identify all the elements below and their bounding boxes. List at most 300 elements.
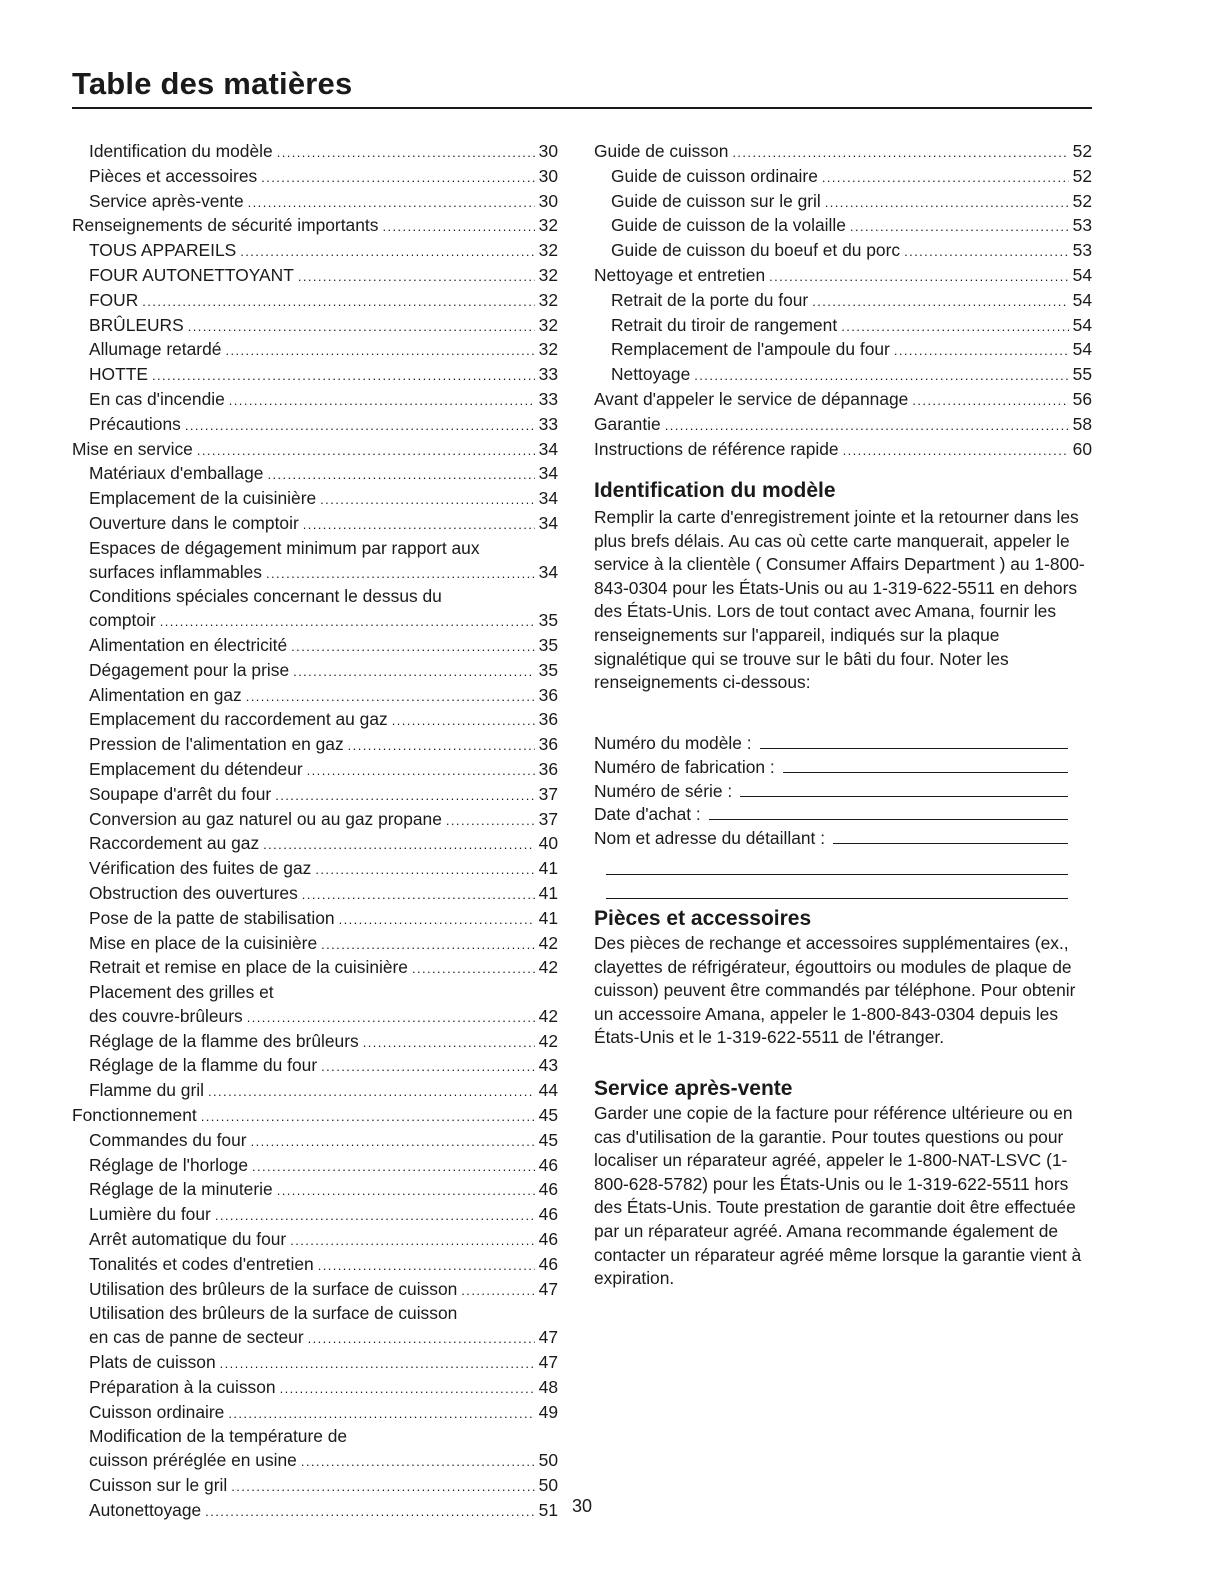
toc-entry-line bbox=[89, 832, 558, 857]
toc-page-number: 50 bbox=[538, 1475, 558, 1496]
toc-dot-leader bbox=[267, 463, 534, 487]
toc-entry[interactable] bbox=[594, 165, 1092, 190]
toc-entry-label: BRÛLEURS bbox=[89, 314, 184, 335]
toc-entry[interactable] bbox=[72, 932, 558, 957]
toc-entry[interactable] bbox=[594, 289, 1092, 314]
toc-entry-label-line1: Conditions spéciales concernant le dessus du bbox=[89, 586, 442, 607]
toc-entry[interactable] bbox=[72, 1129, 558, 1154]
toc-dot-leader bbox=[229, 389, 535, 413]
toc-entry[interactable] bbox=[72, 1228, 558, 1253]
toc-entry-label: HOTTE bbox=[89, 364, 148, 385]
toc-entry-label: Retrait et remise en place de la cuisinière bbox=[89, 957, 408, 978]
toc-entry-label: Autonettoyage bbox=[89, 1499, 202, 1520]
toc-page-number: 54 bbox=[1072, 289, 1092, 310]
toc-entry-line bbox=[72, 214, 558, 239]
toc-dot-leader bbox=[301, 1450, 535, 1474]
toc-dot-leader bbox=[280, 1377, 535, 1401]
field-serial-number[interactable] bbox=[594, 780, 1068, 804]
field-blank bbox=[833, 827, 1068, 844]
toc-entry-line bbox=[89, 708, 558, 733]
toc-entry[interactable] bbox=[72, 438, 558, 463]
toc-entry-label: FOUR AUTONETTOYANT bbox=[89, 264, 294, 285]
toc-entry[interactable] bbox=[72, 857, 558, 882]
toc-entry-line bbox=[89, 487, 558, 512]
toc-page-number: 41 bbox=[538, 882, 558, 903]
toc-entry-label: Pose de la patte de stabilisation bbox=[89, 907, 335, 928]
toc-entry-line bbox=[89, 140, 558, 165]
toc-dot-leader bbox=[160, 610, 535, 634]
toc-page-number: 56 bbox=[1072, 388, 1092, 409]
page-number: 30 bbox=[571, 1496, 593, 1516]
field-label: Numéro du modèle : bbox=[594, 733, 752, 753]
toc-dot-leader bbox=[142, 290, 534, 314]
toc-entry[interactable] bbox=[594, 239, 1092, 264]
toc-page-number: 47 bbox=[538, 1352, 558, 1373]
toc-entry-line bbox=[89, 165, 558, 190]
toc-dot-leader bbox=[822, 166, 1069, 190]
toc-entry-label: Nettoyage bbox=[611, 364, 691, 385]
toc-entry-line bbox=[89, 561, 558, 586]
toc-entry[interactable] bbox=[72, 1302, 558, 1351]
toc-entry-label: Emplacement du détendeur bbox=[89, 758, 303, 779]
toc-entry-line bbox=[89, 857, 558, 882]
toc-entry[interactable] bbox=[72, 537, 558, 586]
toc-entry-line bbox=[89, 314, 558, 339]
page-title: Table des matières bbox=[72, 66, 353, 101]
toc-entry-label: Nettoyage et entretien bbox=[594, 264, 766, 285]
toc-entry-label: Emplacement du raccordement au gaz bbox=[89, 709, 388, 730]
parts-heading: Pièces et accessoires bbox=[594, 907, 812, 930]
toc-dot-leader bbox=[912, 389, 1068, 413]
toc-entry[interactable] bbox=[72, 758, 558, 783]
toc-entry-label: Alimentation en électricité bbox=[89, 634, 288, 655]
field-blank bbox=[740, 780, 1068, 797]
toc-entry-label: des couvre-brûleurs bbox=[89, 1005, 243, 1026]
toc-page-number: 53 bbox=[1072, 215, 1092, 236]
toc-page-number: 36 bbox=[538, 734, 558, 755]
toc-entry[interactable] bbox=[72, 1351, 558, 1376]
dealer-address-line[interactable] bbox=[606, 851, 1068, 875]
toc-entry-label: Commandes du four bbox=[89, 1129, 247, 1150]
toc-page-number: 43 bbox=[538, 1055, 558, 1076]
dealer-address-line[interactable] bbox=[606, 875, 1068, 899]
toc-entry-label: Cuisson sur le gril bbox=[89, 1475, 228, 1496]
toc-entry-label: Guide de cuisson ordinaire bbox=[611, 165, 818, 186]
toc-entry-label: Cuisson ordinaire bbox=[89, 1401, 225, 1422]
toc-page-number: 32 bbox=[538, 264, 558, 285]
toc-entry[interactable] bbox=[72, 1278, 558, 1303]
toc-dot-leader bbox=[732, 141, 1068, 165]
toc-entry-line bbox=[89, 1401, 558, 1426]
toc-entry-line bbox=[89, 1154, 558, 1179]
toc-entry-label: TOUS APPAREILS bbox=[89, 240, 237, 261]
toc-entry-label: Plats de cuisson bbox=[89, 1352, 216, 1373]
toc-page-number: 37 bbox=[538, 783, 558, 804]
toc-entry-line bbox=[89, 1253, 558, 1278]
toc-entry[interactable] bbox=[72, 1376, 558, 1401]
toc-page-number: 32 bbox=[538, 289, 558, 310]
toc-entry[interactable] bbox=[72, 1401, 558, 1426]
toc-dot-leader bbox=[308, 1327, 535, 1351]
toc-dot-leader bbox=[261, 166, 534, 190]
toc-page-number: 52 bbox=[1072, 190, 1092, 211]
toc-dot-leader bbox=[894, 339, 1069, 363]
toc-page-number: 32 bbox=[538, 314, 558, 335]
toc-entry[interactable] bbox=[72, 1203, 558, 1228]
toc-entry[interactable] bbox=[72, 808, 558, 833]
toc-page-number: 40 bbox=[538, 833, 558, 854]
toc-dot-leader bbox=[348, 734, 535, 758]
toc-page-number: 30 bbox=[538, 190, 558, 211]
parts-body: Des pièces de rechange et accessoires supplémentaires (ex., clayettes de réfrigérateur, égouttoirs ou modules de plaque de cuisson) peuvent être commandés par téléphone. Pour obtenir un accessoire Amana, appeler le 1-800-843-0304 depuis les États-Unis et le 1-319-622-5511 de l'étranger. bbox=[594, 933, 1076, 1048]
toc-entry-line bbox=[594, 413, 1092, 438]
toc-left-column bbox=[72, 140, 558, 1524]
toc-entry[interactable] bbox=[594, 338, 1092, 363]
toc-page-number: 35 bbox=[538, 634, 558, 655]
toc-entry[interactable] bbox=[72, 314, 558, 339]
toc-entry[interactable] bbox=[72, 239, 558, 264]
toc-entry-label: FOUR bbox=[89, 289, 139, 310]
toc-entry-line bbox=[89, 289, 558, 314]
field-label: Numéro de fabrication : bbox=[594, 756, 775, 777]
toc-entry-line bbox=[611, 165, 1092, 190]
toc-page-number: 37 bbox=[538, 808, 558, 829]
toc-entry-line bbox=[594, 388, 1092, 413]
toc-dot-leader bbox=[228, 1402, 534, 1426]
toc-page-number: 58 bbox=[1072, 413, 1092, 434]
toc-entry-label: Réglage de la minuterie bbox=[89, 1179, 273, 1200]
toc-page-number: 41 bbox=[538, 858, 558, 879]
toc-dot-leader bbox=[446, 809, 535, 833]
service-heading: Service après-vente bbox=[594, 1077, 793, 1100]
toc-entry[interactable] bbox=[72, 214, 558, 239]
toc-page-number: 46 bbox=[538, 1229, 558, 1250]
toc-entry-line bbox=[594, 264, 1092, 289]
toc-entry-line bbox=[611, 190, 1092, 215]
toc-page-number: 33 bbox=[538, 413, 558, 434]
toc-dot-leader bbox=[293, 660, 535, 684]
toc-entry-label: Garantie bbox=[594, 413, 661, 434]
toc-entry[interactable] bbox=[72, 1104, 558, 1129]
toc-entry-line bbox=[89, 363, 558, 388]
toc-entry-line bbox=[89, 733, 558, 758]
toc-entry-line bbox=[611, 214, 1092, 239]
toc-entry-line bbox=[89, 1054, 558, 1079]
toc-dot-leader bbox=[291, 635, 534, 659]
toc-entry-label-line1: Placement des grilles et bbox=[89, 982, 274, 1003]
toc-entry[interactable] bbox=[72, 487, 558, 512]
toc-entry-line bbox=[89, 1278, 558, 1303]
toc-dot-leader bbox=[290, 1229, 534, 1253]
toc-entry-line bbox=[89, 1449, 558, 1474]
toc-entry-label: Identification du modèle bbox=[89, 141, 273, 161]
toc-entry-label: Avant d'appeler le service de dépannage bbox=[594, 388, 909, 409]
field-model-number[interactable] bbox=[594, 732, 1068, 756]
toc-entry[interactable] bbox=[72, 1154, 558, 1179]
toc-entry-label: Dégagement pour la prise bbox=[89, 659, 290, 680]
toc-dot-leader bbox=[303, 513, 535, 537]
toc-entry[interactable] bbox=[72, 684, 558, 709]
toc-page-number: 49 bbox=[538, 1401, 558, 1422]
toc-entry-line bbox=[89, 190, 558, 215]
toc-entry-line bbox=[89, 659, 558, 684]
toc-dot-leader bbox=[665, 414, 1069, 438]
toc-page-number: 52 bbox=[1072, 165, 1092, 186]
toc-dot-leader bbox=[197, 439, 535, 463]
toc-entry-line bbox=[611, 363, 1092, 388]
toc-entry-label: en cas de panne de secteur bbox=[89, 1327, 304, 1348]
toc-entry-line bbox=[594, 140, 1092, 165]
toc-entry[interactable] bbox=[72, 1253, 558, 1278]
toc-entry[interactable] bbox=[72, 190, 558, 215]
toc-entry[interactable] bbox=[594, 264, 1092, 289]
toc-page-number: 42 bbox=[538, 957, 558, 978]
toc-entry-line bbox=[89, 932, 558, 957]
toc-entry[interactable] bbox=[72, 882, 558, 907]
toc-entry-label: Pression de l'alimentation en gaz bbox=[89, 734, 344, 755]
toc-entry-label: comptoir bbox=[89, 610, 156, 631]
toc-dot-leader bbox=[694, 364, 1068, 388]
toc-entry-line bbox=[89, 609, 558, 634]
toc-entry[interactable] bbox=[72, 1178, 558, 1203]
toc-entry-label: Réglage de l'horloge bbox=[89, 1154, 248, 1175]
toc-dot-leader bbox=[248, 191, 535, 215]
toc-entry-label: Ouverture dans le comptoir bbox=[89, 512, 299, 533]
toc-entry-label-line1: Utilisation des brûleurs de la surface de cuisson bbox=[89, 1303, 458, 1324]
toc-entry[interactable] bbox=[594, 363, 1092, 388]
field-blank bbox=[709, 803, 1068, 820]
toc-dot-leader bbox=[201, 1105, 535, 1129]
toc-entry-line bbox=[89, 413, 558, 438]
toc-entry[interactable] bbox=[72, 585, 558, 634]
toc-entry[interactable] bbox=[72, 462, 558, 487]
toc-entry-label: Raccordement au gaz bbox=[89, 833, 260, 854]
toc-page-number: 44 bbox=[538, 1080, 558, 1101]
toc-entry[interactable] bbox=[594, 388, 1092, 413]
toc-dot-leader bbox=[185, 414, 535, 438]
toc-entry-label: Remplacement de l'ampoule du four bbox=[611, 339, 890, 360]
toc-page-number: 32 bbox=[538, 215, 558, 236]
toc-page-number: 54 bbox=[1072, 339, 1092, 360]
toc-entry[interactable] bbox=[72, 1425, 558, 1474]
toc-dot-leader bbox=[843, 439, 1069, 463]
toc-entry[interactable] bbox=[72, 1030, 558, 1055]
toc-entry[interactable] bbox=[72, 708, 558, 733]
toc-entry-line bbox=[72, 438, 558, 463]
toc-dot-leader bbox=[321, 1055, 535, 1079]
toc-dot-leader bbox=[769, 265, 1069, 289]
toc-entry-label: En cas d'incendie bbox=[89, 388, 225, 409]
toc-entry-line bbox=[72, 1104, 558, 1129]
toc-entry-line bbox=[594, 438, 1092, 463]
toc-page-number: 34 bbox=[538, 438, 558, 459]
toc-page-number: 51 bbox=[538, 1499, 558, 1520]
toc-dot-leader bbox=[220, 1352, 535, 1376]
toc-entry[interactable] bbox=[72, 264, 558, 289]
toc-entry-label: Guide de cuisson de la volaille bbox=[611, 215, 846, 236]
toc-entry-label: Obstruction des ouvertures bbox=[89, 882, 298, 903]
toc-dot-leader bbox=[152, 364, 535, 388]
toc-entry-label: Mise en place de la cuisinière bbox=[89, 932, 318, 953]
toc-page-number: 42 bbox=[538, 1005, 558, 1026]
toc-entry-label: surfaces inflammables bbox=[89, 561, 263, 582]
toc-entry-label: Vérification des fuites de gaz bbox=[89, 858, 312, 879]
toc-entry-label: Retrait du tiroir de rangement bbox=[611, 314, 838, 335]
toc-page-number: 53 bbox=[1072, 240, 1092, 261]
toc-entry[interactable] bbox=[72, 783, 558, 808]
toc-page-number: 46 bbox=[538, 1154, 558, 1175]
toc-page-number: 34 bbox=[538, 463, 558, 484]
toc-page-number: 45 bbox=[538, 1129, 558, 1150]
toc-entry[interactable] bbox=[72, 659, 558, 684]
field-dealer-name-address[interactable] bbox=[594, 827, 1068, 851]
toc-page-number: 35 bbox=[538, 610, 558, 631]
toc-entry[interactable] bbox=[72, 733, 558, 758]
toc-dot-leader bbox=[215, 1204, 535, 1228]
toc-entry-line bbox=[89, 1326, 558, 1351]
toc-page-number: 34 bbox=[538, 512, 558, 533]
toc-entry[interactable] bbox=[72, 1054, 558, 1079]
toc-entry-label: Pièces et accessoires bbox=[89, 165, 258, 186]
toc-entry[interactable] bbox=[72, 363, 558, 388]
toc-entry[interactable] bbox=[594, 314, 1092, 339]
toc-entry-label: Service après-vente bbox=[89, 190, 244, 211]
toc-dot-leader bbox=[252, 1155, 535, 1179]
field-label: Date d'achat : bbox=[594, 804, 701, 825]
toc-entry[interactable] bbox=[72, 956, 558, 981]
toc-entry-label: Instructions de référence rapide bbox=[594, 438, 839, 459]
toc-entry-label: Guide de cuisson sur le gril bbox=[611, 190, 821, 211]
toc-entry-line bbox=[89, 338, 558, 363]
field-blank bbox=[760, 732, 1068, 749]
toc-dot-leader bbox=[251, 1130, 535, 1154]
toc-entry-label: Soupape d'arrêt du four bbox=[89, 783, 272, 804]
toc-dot-leader bbox=[315, 858, 534, 882]
toc-entry-label: Mise en service bbox=[72, 438, 193, 459]
toc-entry[interactable] bbox=[594, 438, 1092, 463]
toc-entry-line bbox=[89, 1203, 558, 1228]
model-heading: Identification du modèle bbox=[594, 479, 836, 502]
toc-entry[interactable] bbox=[72, 512, 558, 537]
toc-dot-leader bbox=[277, 1179, 535, 1203]
toc-entry-line bbox=[89, 634, 558, 659]
toc-dot-leader bbox=[412, 957, 535, 981]
toc-dot-leader bbox=[320, 488, 534, 512]
toc-entry[interactable] bbox=[72, 907, 558, 932]
toc-entry[interactable] bbox=[594, 140, 1092, 165]
toc-dot-leader bbox=[247, 1006, 535, 1030]
toc-entry[interactable] bbox=[594, 413, 1092, 438]
toc-entry-label: Fonctionnement bbox=[72, 1105, 197, 1126]
toc-entry-label: Alimentation en gaz bbox=[89, 684, 242, 705]
toc-entry[interactable] bbox=[594, 214, 1092, 239]
toc-page-number: 34 bbox=[538, 488, 558, 509]
toc-entry-line bbox=[89, 388, 558, 413]
toc-entry-line bbox=[89, 462, 558, 487]
toc-entry[interactable] bbox=[72, 140, 558, 165]
model-fields bbox=[594, 732, 1068, 899]
toc-entry-label-line1: Modification de la température de bbox=[89, 1426, 348, 1447]
field-label: Numéro de série : bbox=[594, 780, 733, 801]
field-blank bbox=[783, 756, 1068, 773]
toc-entry-line bbox=[89, 1376, 558, 1401]
toc-entry-label: Lumière du four bbox=[89, 1204, 211, 1225]
toc-page-number: 52 bbox=[1072, 141, 1092, 161]
toc-entry[interactable] bbox=[72, 634, 558, 659]
toc-dot-leader bbox=[188, 315, 535, 339]
toc-dot-leader bbox=[321, 933, 535, 957]
model-body: Remplir la carte d'enregistrement jointe et la retourner dans les plus brefs délais. Au cas où cette carte manquerait, appeler le service à la clientèle ( Consumer Affairs Department ) au 1-800-843-0304 pour les États-Unis ou au 1-319-622-5511 en dehors des États-Unis. Lors de tout contact avec Amana, fournir les renseignements sur l'appareil, indiqués sur la plaque signalétique qui se trouve sur le bâti du four. Noter les renseignements ci-dessous: bbox=[594, 507, 1085, 693]
toc-entry[interactable] bbox=[72, 289, 558, 314]
field-label: Nom et adresse du détaillant : bbox=[594, 828, 826, 849]
toc-dot-leader bbox=[825, 191, 1069, 215]
toc-entry[interactable] bbox=[72, 981, 558, 1030]
toc-entry[interactable] bbox=[72, 1079, 558, 1104]
toc-page-number: 33 bbox=[538, 364, 558, 385]
toc-entry[interactable] bbox=[72, 413, 558, 438]
toc-page-number: 45 bbox=[538, 1105, 558, 1126]
toc-dot-leader bbox=[812, 290, 1068, 314]
toc-page-number: 36 bbox=[538, 709, 558, 730]
toc-dot-leader bbox=[240, 240, 534, 264]
toc-entry-label: cuisson préréglée en usine bbox=[89, 1450, 297, 1471]
toc-entry-label: Réglage de la flamme du four bbox=[89, 1055, 318, 1076]
service-body: Garder une copie de la facture pour référence ultérieure ou en cas d'utilisation de la garantie. Pour toutes questions ou pour localiser un réparateur agréé, appeler le 1-800-NAT-LSVC (1-800-628-5782) pour les États-Unis ou le 1-319-622-5511 hors des États-Unis. Toute prestation de garantie doit être effectuée par un réparateur agréé. Amana recommande également de contacter un réparateur agréé même lorsque la garantie vient à expiration. bbox=[594, 1103, 1082, 1289]
toc-entry[interactable] bbox=[72, 832, 558, 857]
toc-dot-leader bbox=[841, 315, 1068, 339]
toc-page-number: 32 bbox=[538, 339, 558, 360]
toc-entry-label: Flamme du gril bbox=[89, 1080, 205, 1101]
toc-entry-line bbox=[89, 1005, 558, 1030]
toc-page-number: 47 bbox=[538, 1278, 558, 1299]
toc-entry-label: Réglage de la flamme des brûleurs bbox=[89, 1030, 359, 1051]
toc-dot-leader bbox=[225, 339, 534, 363]
toc-entry[interactable] bbox=[72, 388, 558, 413]
toc-entry[interactable] bbox=[594, 190, 1092, 215]
toc-page-number: 42 bbox=[538, 932, 558, 953]
toc-entry-line bbox=[611, 314, 1092, 339]
toc-entry-line bbox=[89, 808, 558, 833]
toc-page-number: 46 bbox=[538, 1204, 558, 1225]
field-purchase-date[interactable] bbox=[594, 803, 1068, 827]
toc-entry-label: Utilisation des brûleurs de la surface de cuisson bbox=[89, 1278, 458, 1299]
toc-dot-leader bbox=[208, 1080, 535, 1104]
toc-page-number: 36 bbox=[538, 758, 558, 779]
toc-dot-leader bbox=[302, 883, 535, 907]
toc-entry[interactable] bbox=[72, 338, 558, 363]
toc-page-number: 55 bbox=[1072, 364, 1092, 385]
toc-page-number: 33 bbox=[538, 388, 558, 409]
toc-page-number: 54 bbox=[1072, 314, 1092, 335]
toc-dot-leader bbox=[904, 240, 1069, 264]
toc-entry-line bbox=[89, 684, 558, 709]
field-manufacturing-number[interactable] bbox=[594, 756, 1068, 780]
toc-page-number: 35 bbox=[538, 659, 558, 680]
toc-page-number: 30 bbox=[538, 141, 558, 161]
toc-dot-leader bbox=[307, 759, 535, 783]
toc-entry-line bbox=[89, 1178, 558, 1203]
toc-page-number: 36 bbox=[538, 684, 558, 705]
toc-page-number: 48 bbox=[538, 1376, 558, 1397]
toc-entry[interactable] bbox=[72, 165, 558, 190]
toc-entry-line bbox=[611, 239, 1092, 264]
toc-dot-leader bbox=[277, 141, 535, 165]
toc-dot-leader bbox=[298, 265, 535, 289]
toc-dot-leader bbox=[850, 215, 1069, 239]
toc-entry-line bbox=[89, 1351, 558, 1376]
toc-dot-leader bbox=[382, 215, 534, 239]
toc-entry-label: Retrait de la porte du four bbox=[611, 289, 809, 310]
